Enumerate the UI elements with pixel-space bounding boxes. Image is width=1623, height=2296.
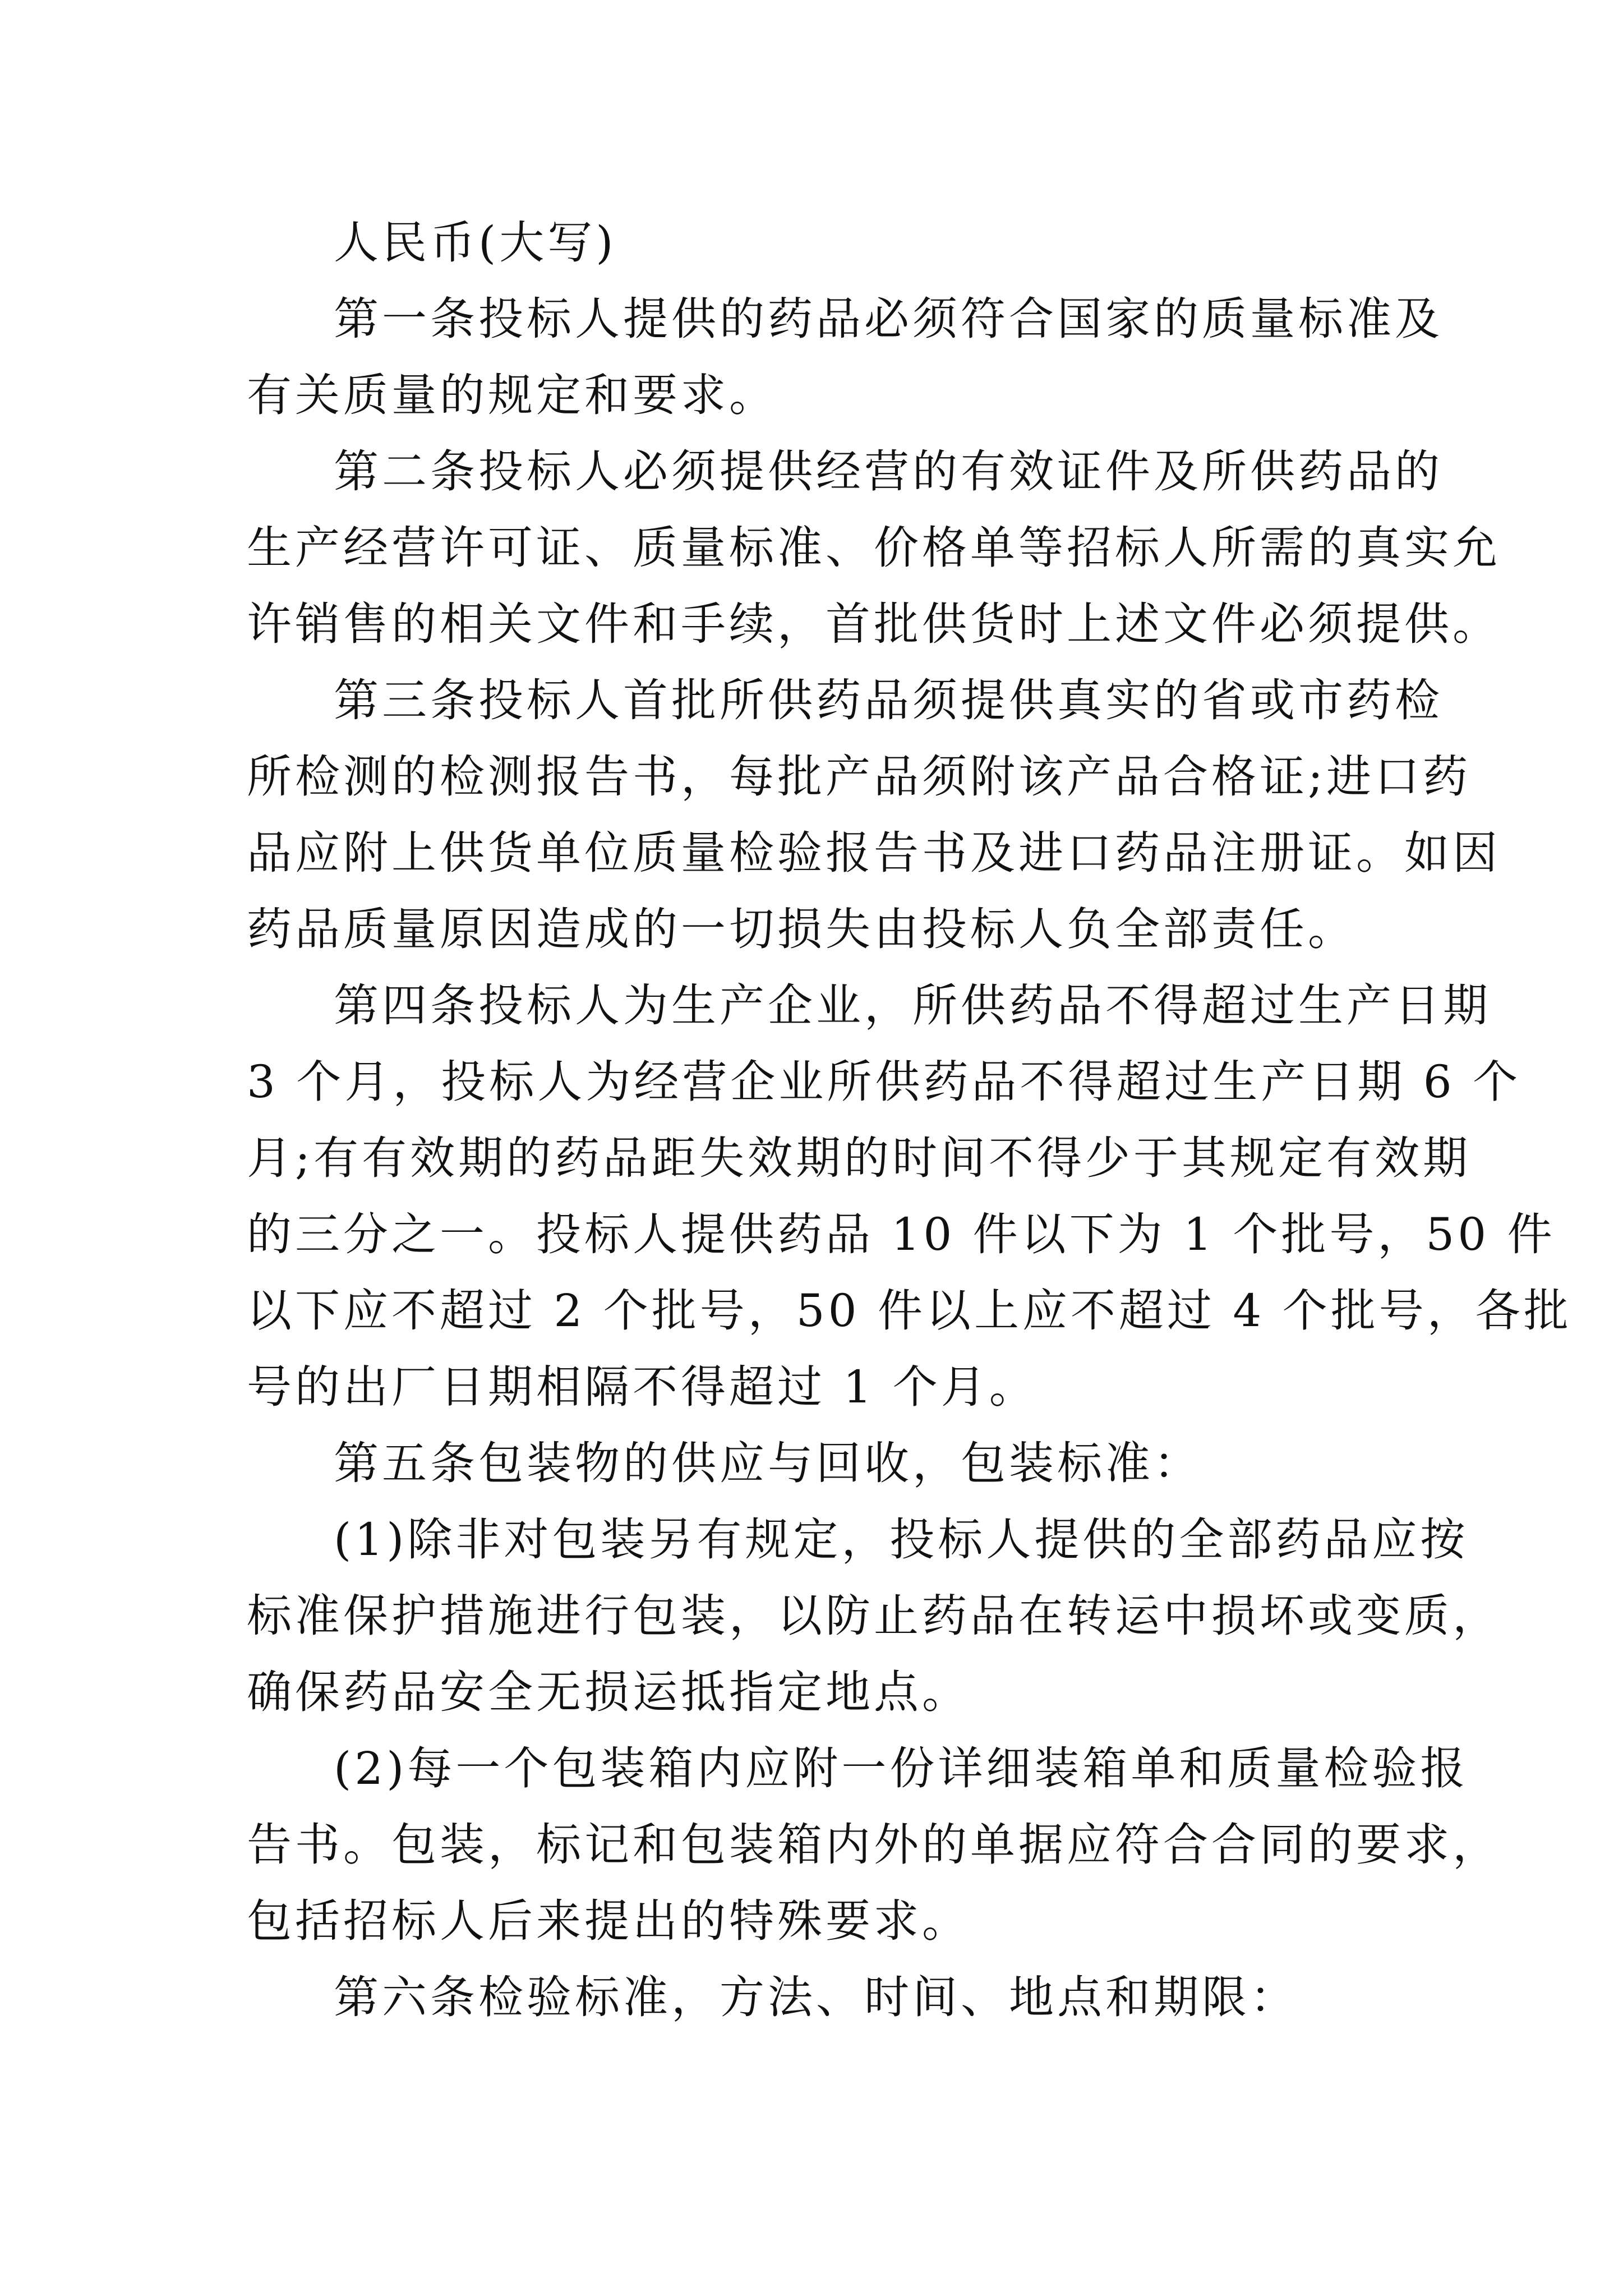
text-line: (2)每一个包装箱内应附一份详细装箱单和质量检验报: [334, 1742, 1469, 1795]
text-line: 人民币(大写): [334, 217, 617, 269]
text-line: 3 个月，投标人为经营企业所供药品不得超过生产日期 6 个: [247, 1056, 1521, 1108]
text-line: 第二条投标人必须提供经营的有效证件及所供药品的: [334, 445, 1443, 498]
text-line: 标准保护措施进行包装，以防止药品在转运中损坏或变质，: [247, 1590, 1501, 1642]
text-line: (1)除非对包装另有规定，投标人提供的全部药品应按: [334, 1513, 1469, 1566]
text-line: 第三条投标人首批所供药品须提供真实的省或市药检: [334, 674, 1443, 726]
text-line: 第五条包装物的供应与回收，包装标准：: [334, 1437, 1202, 1489]
text-line: 的三分之一。投标人提供药品 10 件以下为 1 个批号，50 件: [247, 1208, 1556, 1260]
text-line: 品应附上供货单位质量检验报告书及进口药品注册证。如因: [247, 827, 1501, 879]
text-line: 确保药品安全无损运抵指定地点。: [247, 1666, 970, 1718]
text-line: 包括招标人后来提出的特殊要求。: [247, 1895, 970, 1947]
text-line: 月;有有效期的药品距失效期的时间不得少于其规定有效期: [247, 1132, 1471, 1184]
text-line: 以下应不超过 2 个批号，50 件以上应不超过 4 个批号，各批: [247, 1285, 1572, 1337]
text-line: 药品质量原因造成的一切损失由投标人负全部责任。: [247, 903, 1356, 955]
text-line: 所检测的检测报告书，每批产品须附该产品合格证;进口药: [247, 751, 1471, 803]
text-line: 有关质量的规定和要求。: [247, 369, 777, 421]
text-line: 生产经营许可证、质量标准、价格单等招标人所需的真实允: [247, 522, 1501, 574]
text-line: 第六条检验标准，方法、时间、地点和期限：: [334, 1971, 1298, 2023]
text-line: 第四条投标人为生产企业，所供药品不得超过生产日期: [334, 979, 1491, 1032]
text-line: 告书。包装，标记和包装箱内外的单据应符合合同的要求，: [247, 1819, 1501, 1871]
text-line: 许销售的相关文件和手续，首批供货时上述文件必须提供。: [247, 598, 1501, 650]
text-line: 第一条投标人提供的药品必须符合国家的质量标准及: [334, 293, 1443, 345]
document-body: [247, 205, 1572, 2036]
text-line: 号的出厂日期相隔不得超过 1 个月。: [247, 1361, 1038, 1413]
